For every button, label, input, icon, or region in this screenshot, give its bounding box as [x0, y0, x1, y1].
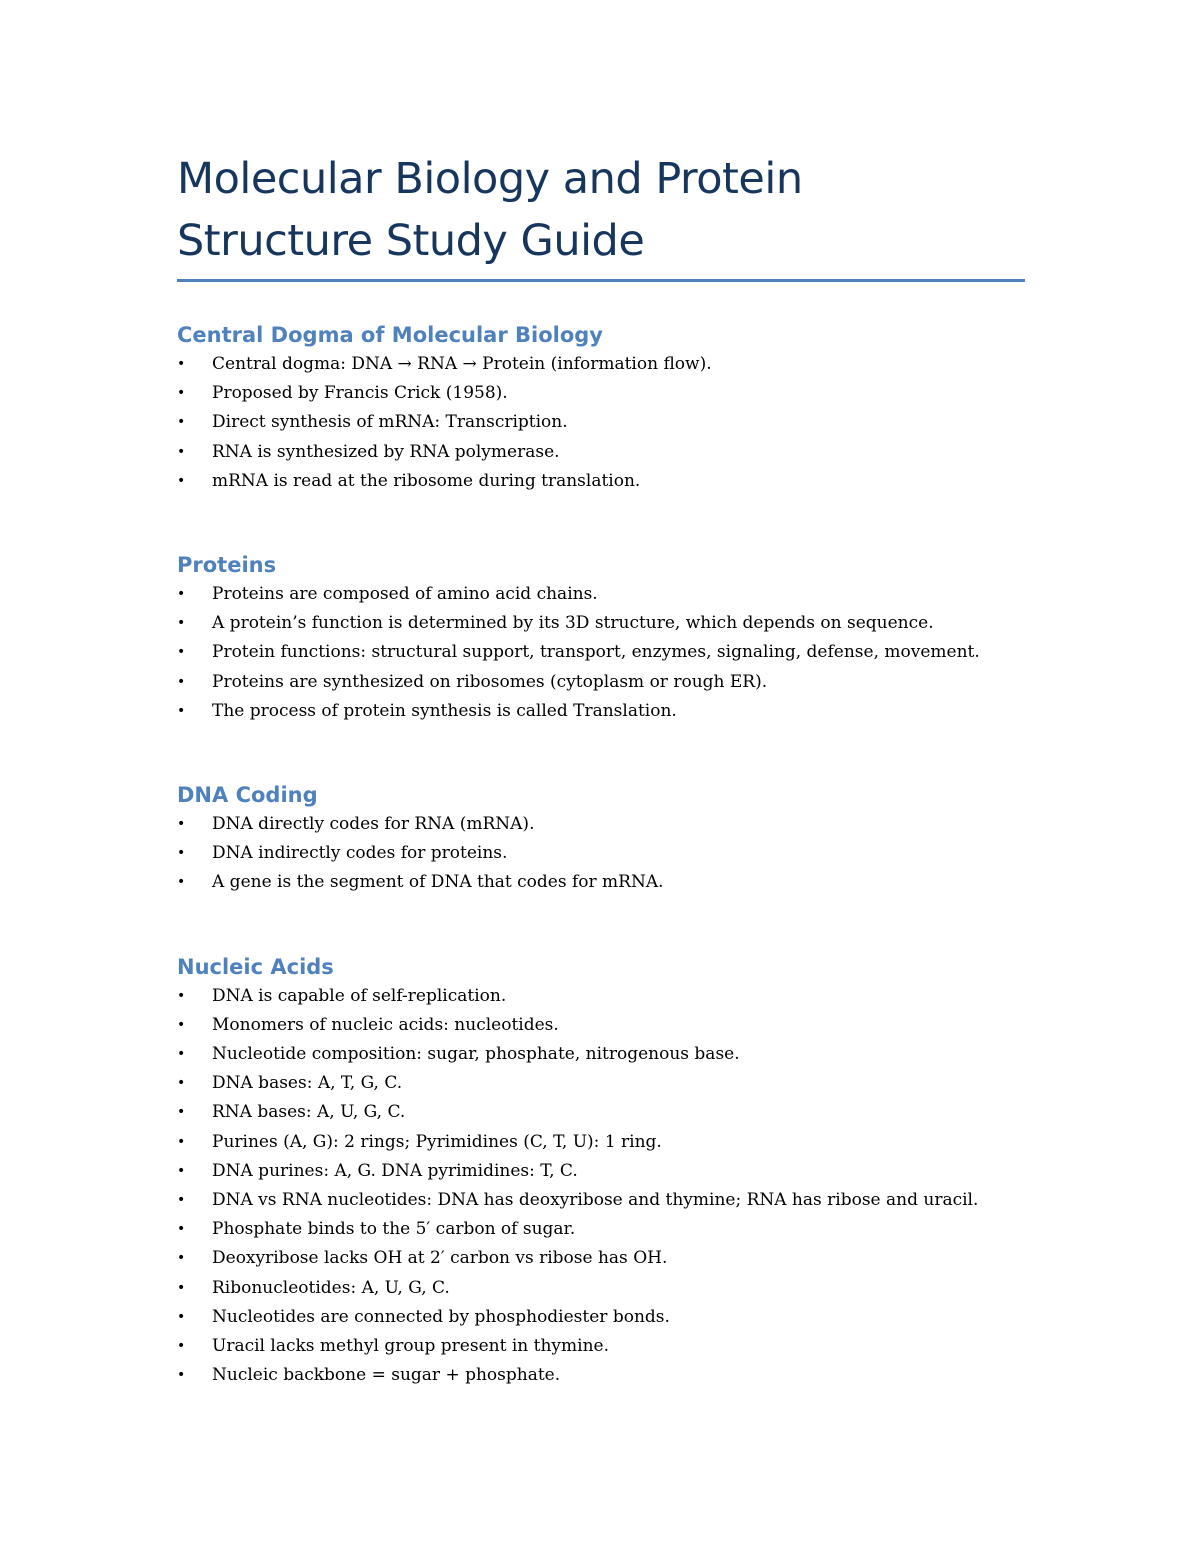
list-item — [177, 1157, 1025, 1186]
bullet-icon: • — [177, 443, 186, 460]
list-item — [177, 1128, 1025, 1157]
list-item — [177, 1332, 1025, 1361]
list-item-text: A protein’s function is determined by its 3D structure, which depends on sequence. — [212, 613, 934, 634]
bullet-icon: • — [177, 845, 186, 862]
list-item-text: DNA directly codes for RNA (mRNA). — [212, 814, 535, 835]
list-item-text: Nucleotides are connected by phosphodiester bonds. — [212, 1306, 670, 1327]
list-item-text: DNA is capable of self-replication. — [212, 985, 507, 1006]
list-item-text: Direct synthesis of mRNA: Transcription. — [212, 412, 568, 433]
bullet-icon: • — [177, 816, 186, 833]
list-item-text: RNA bases: A, U, G, C. — [212, 1102, 406, 1123]
list-item-text: DNA indirectly codes for proteins. — [212, 843, 508, 864]
bullet-icon: • — [177, 1308, 186, 1325]
list-item — [177, 1040, 1025, 1069]
list-item-text: Phosphate binds to the 5′ carbon of sugar. — [212, 1219, 576, 1240]
section-heading: Nucleic Acids — [177, 954, 334, 979]
list-item — [177, 668, 1025, 697]
bullet-icon: • — [177, 356, 186, 372]
bullet-icon: • — [177, 414, 186, 431]
document-title-line-1: Molecular Biology and Protein — [177, 154, 803, 204]
list-item — [177, 467, 1025, 496]
bullet-icon: • — [177, 1162, 186, 1179]
bullet-list — [177, 350, 1025, 496]
bullet-icon: • — [177, 1338, 186, 1355]
bullet-icon: • — [177, 702, 186, 719]
bullet-icon: • — [177, 874, 186, 891]
list-item-text: DNA bases: A, T, G, C. — [212, 1073, 403, 1094]
list-item-text: Proteins are composed of amino acid chains. — [212, 584, 598, 605]
list-item — [177, 1069, 1025, 1098]
document-title — [177, 148, 1025, 272]
bullet-icon: • — [177, 1016, 186, 1033]
section-nucleic-acids — [177, 952, 1025, 1391]
list-item — [177, 697, 1025, 726]
bullet-icon: • — [177, 1221, 186, 1238]
section-central-dogma — [177, 320, 1025, 496]
section-dna-coding — [177, 780, 1025, 898]
list-item — [177, 1186, 1025, 1215]
bullet-icon: • — [177, 1104, 186, 1121]
bullet-icon: • — [177, 1075, 186, 1092]
list-item — [177, 1361, 1025, 1390]
list-item-text: Purines (A, G): 2 rings; Pyrimidines (C, T, U): 1 ring. — [212, 1131, 662, 1152]
bullet-icon: • — [177, 1046, 186, 1063]
list-item-text: Deoxyribose lacks OH at 2′ carbon vs ribose has OH. — [212, 1248, 668, 1269]
list-item — [177, 379, 1025, 408]
bullet-list — [177, 982, 1025, 1391]
list-item — [177, 982, 1025, 1011]
bullet-list — [177, 580, 1025, 726]
list-item-text: Central dogma: DNA → RNA → Protein (information flow). — [212, 354, 712, 374]
list-item — [177, 1215, 1025, 1244]
list-item — [177, 609, 1025, 638]
bullet-icon: • — [177, 385, 186, 402]
list-item — [177, 580, 1025, 609]
list-item-text: mRNA is read at the ribosome during translation. — [212, 470, 641, 491]
section-proteins — [177, 550, 1025, 726]
section-heading: DNA Coding — [177, 783, 318, 808]
list-item-text: Proteins are synthesized on ribosomes (cytoplasm or rough ER). — [212, 671, 768, 692]
bullet-icon: • — [177, 1250, 186, 1267]
list-item-text: Nucleic backbone = sugar + phosphate. — [212, 1365, 561, 1386]
list-item — [177, 1011, 1025, 1040]
bullet-icon: • — [177, 1192, 186, 1209]
list-item — [177, 638, 1025, 667]
list-item — [177, 408, 1025, 437]
bullet-icon: • — [177, 586, 186, 603]
list-item — [177, 839, 1025, 868]
title-underline-rule — [177, 279, 1025, 282]
list-item-text: RNA is synthesized by RNA polymerase. — [212, 441, 560, 462]
bullet-icon: • — [177, 472, 186, 489]
bullet-list — [177, 810, 1025, 898]
list-item — [177, 1303, 1025, 1332]
bullet-icon: • — [177, 615, 186, 632]
list-item-text: The process of protein synthesis is called Translation. — [212, 700, 677, 721]
list-item-text: Protein functions: structural support, transport, enzymes, signaling, defense, movement. — [212, 642, 980, 663]
list-item-text: Ribonucleotides: A, U, G, C. — [212, 1277, 450, 1298]
bullet-icon: • — [177, 1367, 186, 1384]
list-item-text: Monomers of nucleic acids: nucleotides. — [212, 1014, 559, 1035]
list-item — [177, 438, 1025, 467]
bullet-icon: • — [177, 1133, 186, 1150]
list-item — [177, 350, 1025, 379]
list-item — [177, 810, 1025, 839]
list-item-text: A gene is the segment of DNA that codes for mRNA. — [212, 872, 664, 893]
bullet-icon: • — [177, 1279, 186, 1296]
document-content — [177, 148, 1025, 1390]
bullet-icon: • — [177, 673, 186, 690]
bullet-icon: • — [177, 644, 186, 661]
list-item-text: DNA vs RNA nucleotides: DNA has deoxyribose and thymine; RNA has ribose and uracil. — [212, 1190, 979, 1211]
section-heading: Central Dogma of Molecular Biology — [177, 323, 603, 347]
list-item — [177, 868, 1025, 897]
section-heading: Proteins — [177, 553, 277, 578]
list-item-text: DNA purines: A, G. DNA pyrimidines: T, C. — [212, 1160, 578, 1181]
list-item — [177, 1274, 1025, 1303]
list-item-text: Proposed by Francis Crick (1958). — [212, 383, 508, 404]
bullet-icon: • — [177, 987, 186, 1004]
list-item — [177, 1098, 1025, 1127]
list-item-text: Uracil lacks methyl group present in thymine. — [212, 1336, 609, 1357]
list-item-text: Nucleotide composition: sugar, phosphate, nitrogenous base. — [212, 1044, 740, 1065]
list-item — [177, 1244, 1025, 1273]
document-title-line-2: Structure Study Guide — [177, 216, 645, 266]
